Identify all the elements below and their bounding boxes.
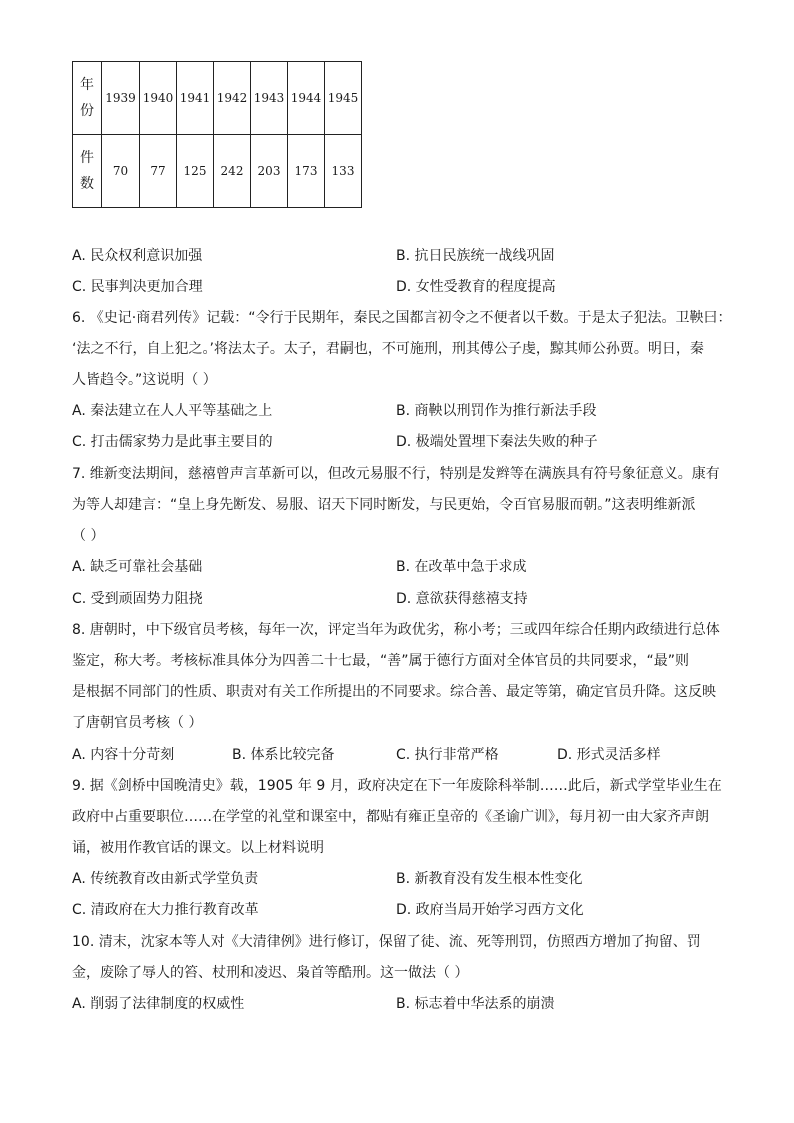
q9-option-a[interactable]: A. 传统教育改由新式学堂负责 xyxy=(72,871,259,887)
table-cell-year: 1940 xyxy=(140,62,177,135)
table-cell-year: 1941 xyxy=(177,62,214,135)
table-cell-count: 125 xyxy=(177,135,214,208)
q9-stem-line-1: 9. 据《剑桥中国晚清史》载，1905 年 9 月，政府决定在下一年废除科举制……此后，新式学堂毕业生在 xyxy=(72,778,722,794)
q8-option-a[interactable]: A. 内容十分苛刻 xyxy=(72,747,175,763)
table-cell-count: 173 xyxy=(288,135,325,208)
row-header-year xyxy=(73,62,102,135)
q6-option-c[interactable]: C. 打击儒家势力是此事主要目的 xyxy=(72,434,273,450)
q8-stem-line-2: 鉴定，称大考。考核标准具体分为四善二十七最，“善”属于德行方面对全体官员的共同要求，“最”则 xyxy=(72,653,690,669)
year-count-table xyxy=(72,61,362,208)
q10-stem-line-2: 金，废除了辱人的笞、杖刑和凌迟、枭首等酷刑。这一做法（ ） xyxy=(72,965,469,981)
q5-option-c[interactable]: C. 民事判决更加合理 xyxy=(72,279,203,295)
row-header-year-char-2: 份 xyxy=(80,103,94,119)
q7-stem-line-2: 为等人却建言：“皇上身先断发、易服、诏天下同时断发，与民更始，令百官易服而朝。”这表明维新派 xyxy=(72,497,696,513)
q5-option-b[interactable]: B. 抗日民族统一战线巩固 xyxy=(396,248,555,264)
q7-stem-line-3: （ ） xyxy=(72,528,105,544)
q6-option-b[interactable]: B. 商鞅以刑罚作为推行新法手段 xyxy=(396,403,597,419)
q9-stem-line-2: 政府中占重要职位……在学堂的礼堂和课室中，都贴有雍正皇帝的《圣谕广训》，每月初一由大家齐声朗 xyxy=(72,809,709,825)
q8-option-d[interactable]: D. 形式灵活多样 xyxy=(557,747,661,763)
table-cell-year: 1943 xyxy=(251,62,288,135)
table-row-year xyxy=(73,62,362,135)
q9-option-d[interactable]: D. 政府当局开始学习西方文化 xyxy=(396,902,584,918)
table-cell-count: 77 xyxy=(140,135,177,208)
q5-option-d[interactable]: D. 女性受教育的程度提高 xyxy=(396,279,556,295)
q6-stem-line-3: 人皆趋令。”这说明（ ） xyxy=(72,372,217,388)
q7-stem-line-1: 7. 维新变法期间，慈禧曾声言革新可以，但改元易服不行，特别是发辫等在满族具有符号象征意义。康有 xyxy=(72,466,720,482)
q5-option-a[interactable]: A. 民众权利意识加强 xyxy=(72,248,203,264)
table-cell-count: 242 xyxy=(214,135,251,208)
q8-stem-line-4: 了唐朝官员考核（ ） xyxy=(72,715,203,731)
q7-option-c[interactable]: C. 受到顽固势力阻挠 xyxy=(72,591,203,607)
table-cell-year: 1939 xyxy=(102,62,140,135)
q10-stem-line-1: 10. 清末，沈家本等人对《大清律例》进行修订，保留了徒、流、死等刑罚，仿照西方增加了拘留、罚 xyxy=(72,934,701,950)
row-header-year-char-1: 年 xyxy=(80,77,94,93)
q8-option-b[interactable]: B. 体系比较完备 xyxy=(232,747,335,763)
table-cell-count: 203 xyxy=(251,135,288,208)
table-cell-count: 133 xyxy=(325,135,362,208)
q10-option-a[interactable]: A. 削弱了法律制度的权威性 xyxy=(72,996,245,1012)
q9-stem-line-3: 诵，被用作教官话的课文。以上材料说明 xyxy=(72,840,324,856)
row-header-count-char-2: 数 xyxy=(80,176,94,192)
row-header-count-char-1: 件 xyxy=(80,150,94,166)
q7-option-b[interactable]: B. 在改革中急于求成 xyxy=(396,559,527,575)
q6-option-a[interactable]: A. 秦法建立在人人平等基础之上 xyxy=(72,403,273,419)
q8-option-c[interactable]: C. 执行非常严格 xyxy=(396,747,499,763)
q7-option-d[interactable]: D. 意欲获得慈禧支持 xyxy=(396,591,528,607)
table-cell-count: 70 xyxy=(102,135,140,208)
table-row-count xyxy=(73,135,362,208)
table-cell-year: 1942 xyxy=(214,62,251,135)
q7-option-a[interactable]: A. 缺乏可靠社会基础 xyxy=(72,559,203,575)
table-cell-year: 1945 xyxy=(325,62,362,135)
q8-stem-line-1: 8. 唐朝时，中下级官员考核，每年一次，评定当年为政优劣，称小考；三或四年综合任期内政绩进行总体 xyxy=(72,622,720,638)
q6-stem-line-2: ‘法之不行，自上犯之。’将法太子。太子，君嗣也，不可施刑，刑其傅公子虔，黥其师公孙贾。明日，秦 xyxy=(72,341,704,357)
q8-stem-line-3: 是根据不同部门的性质、职责对有关工作所提出的不同要求。综合善、最定等第，确定官员升降。这反映 xyxy=(72,684,716,700)
q6-stem-line-1: 6. 《史记·商君列传》记载：“令行于民期年，秦民之国都言初令之不便者以千数。于是太子犯法。卫鞅曰： xyxy=(72,310,732,326)
table-cell-year: 1944 xyxy=(288,62,325,135)
q9-option-c[interactable]: C. 清政府在大力推行教育改革 xyxy=(72,902,259,918)
q9-option-b[interactable]: B. 新教育没有发生根本性变化 xyxy=(396,871,583,887)
row-header-count xyxy=(73,135,102,208)
q6-option-d[interactable]: D. 极端处置埋下秦法失败的种子 xyxy=(396,434,598,450)
q10-option-b[interactable]: B. 标志着中华法系的崩溃 xyxy=(396,996,555,1012)
